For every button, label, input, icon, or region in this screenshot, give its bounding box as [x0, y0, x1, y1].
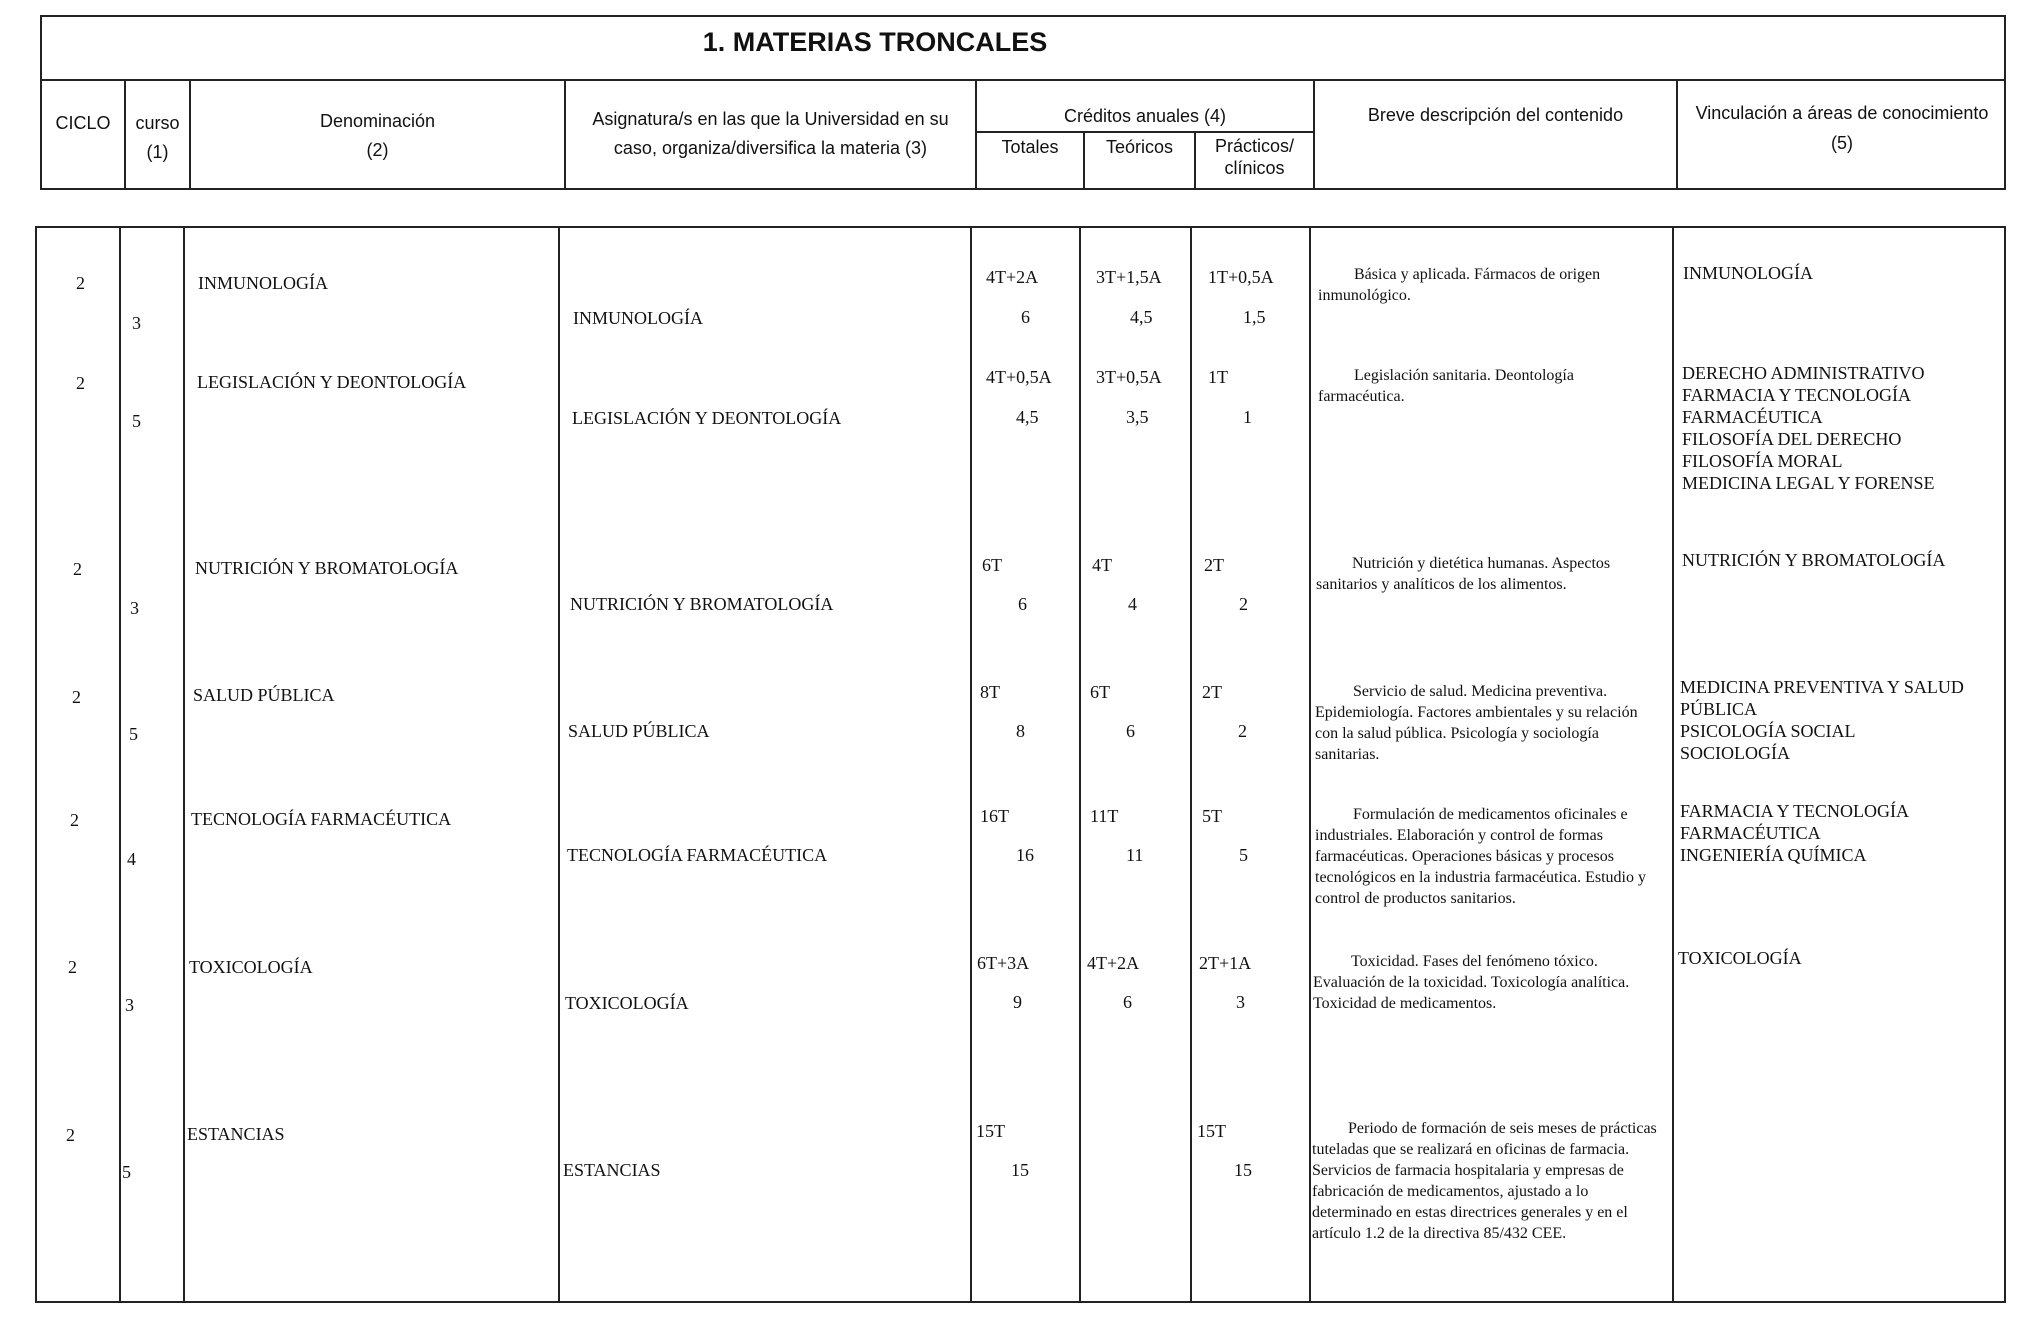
header-descripcion: Breve descripción del contenido [1367, 105, 1624, 125]
header-practicos-line1: Prácticos/ [1214, 136, 1295, 156]
creditos-divider [975, 131, 1313, 133]
header-vinculacion: Vinculación a áreas de conocimiento [1695, 103, 1989, 123]
body-divider [558, 226, 560, 1303]
header-practicos-line2: clínicos [1224, 158, 1285, 178]
row-denominacion: NUTRICIÓN Y BROMATOLOGÍA [195, 558, 459, 578]
body-divider [970, 226, 972, 1303]
row-curso: 3 [132, 313, 141, 333]
row-totales: 6 [1018, 594, 1027, 614]
row-descripcion: Periodo de formación de seis meses de prácticas tuteladas que se realizará en oficinas de farmacia. Servicios de farmacia hospitalaria y empresas de fabricación de medicamentos, ajustado a lo determinado en estas directrices generales y en el artículo 1.2 de la directiva 85/432 CEE. [1312, 1120, 1657, 1242]
header-divider [1313, 79, 1315, 190]
row-ciclo: 2 [72, 687, 81, 707]
row-practicos-code: 1T [1208, 367, 1228, 387]
header-curso: curso [135, 113, 180, 133]
row-denominacion: LEGISLACIÓN Y DEONTOLOGÍA [197, 372, 467, 392]
row-practicos-code: 2T+1A [1199, 953, 1252, 973]
row-denominacion: INMUNOLOGÍA [198, 273, 328, 293]
row-area: NUTRICIÓN Y BROMATOLOGÍA [1682, 550, 1946, 570]
row-asignatura: NUTRICIÓN Y BROMATOLOGÍA [570, 594, 834, 614]
row-totales-code: 4T+0,5A [986, 367, 1052, 387]
header-ciclo: CICLO [55, 113, 111, 133]
row-area: FILOSOFÍA MORAL [1682, 451, 1843, 471]
row-totales-code: 16T [980, 806, 1009, 826]
row-practicos-code: 2T [1202, 682, 1222, 702]
row-practicos-code: 1T+0,5A [1208, 267, 1274, 287]
row-curso: 5 [122, 1162, 131, 1182]
row-area: MEDICINA PREVENTIVA Y SALUD PÚBLICA [1680, 677, 1964, 719]
row-teoricos: 4 [1128, 594, 1137, 614]
row-area: MEDICINA LEGAL Y FORENSE [1682, 473, 1935, 493]
row-curso: 5 [129, 724, 138, 744]
row-asignatura: LEGISLACIÓN Y DEONTOLOGÍA [572, 408, 842, 428]
row-area: FARMACIA Y TECNOLOGÍA FARMACÉUTICA [1680, 801, 1909, 843]
row-denominacion: TECNOLOGÍA FARMACÉUTICA [191, 809, 452, 829]
row-descripcion: Legislación sanitaria. Deontología farmacéutica. [1318, 367, 1574, 405]
row-denominacion: TOXICOLOGÍA [189, 957, 313, 977]
row-teoricos: 4,5 [1130, 307, 1153, 327]
row-teoricos-code: 4T [1092, 555, 1112, 575]
row-area: DERECHO ADMINISTRATIVO [1682, 363, 1925, 383]
row-curso: 4 [127, 849, 136, 869]
row-totales-code: 4T+2A [986, 267, 1039, 287]
header-creditos: Créditos anuales (4) [1063, 106, 1227, 126]
row-descripcion: Básica y aplicada. Fármacos de origen inmunológico. [1318, 266, 1601, 304]
header-divider [189, 79, 191, 190]
row-teoricos: 11 [1126, 845, 1144, 865]
header-divider [564, 79, 566, 190]
row-asignatura: TECNOLOGÍA FARMACÉUTICA [567, 845, 828, 865]
row-totales: 6 [1021, 307, 1030, 327]
header-asignatura-line1: Asignatura/s en las que la Universidad en su [592, 109, 949, 129]
header-vinculacion-note: (5) [1831, 133, 1853, 153]
row-practicos: 3 [1236, 992, 1245, 1012]
row-asignatura: TOXICOLOGÍA [565, 993, 689, 1013]
row-practicos-code: 5T [1202, 806, 1222, 826]
row-area: SOCIOLOGÍA [1680, 743, 1790, 763]
row-totales-code: 6T [982, 555, 1002, 575]
row-teoricos: 6 [1123, 992, 1132, 1012]
row-denominacion: SALUD PÚBLICA [193, 685, 335, 705]
row-teoricos-code: 11T [1090, 806, 1119, 826]
table-title: 1. MATERIAS TRONCALES [702, 27, 1048, 57]
header-asignatura-line2: caso, organiza/diversifica la materia (3) [613, 138, 928, 158]
row-practicos: 5 [1239, 845, 1248, 865]
row-practicos-code: 15T [1197, 1121, 1226, 1141]
row-totales-code: 8T [980, 682, 1000, 702]
row-ciclo: 2 [73, 559, 82, 579]
row-asignatura: ESTANCIAS [563, 1160, 661, 1180]
row-area: INMUNOLOGÍA [1683, 263, 1813, 283]
row-teoricos: 3,5 [1126, 407, 1149, 427]
row-area: FILOSOFÍA DEL DERECHO [1682, 429, 1902, 449]
row-descripcion: Servicio de salud. Medicina preventiva. Epidemiología. Factores ambientales y su relación con la salud pública. Psicología y sociología sanitarias. [1315, 683, 1638, 763]
row-totales: 16 [1016, 845, 1034, 865]
body-divider [119, 226, 121, 1303]
header-denominacion-note: (2) [366, 140, 389, 160]
row-teoricos-code: 4T+2A [1087, 953, 1140, 973]
header-totales: Totales [1001, 137, 1059, 157]
row-practicos: 2 [1238, 721, 1247, 741]
body-divider [1672, 226, 1674, 1303]
row-descripcion: Nutrición y dietética humanas. Aspectos sanitarios y analíticos de los alimentos. [1316, 555, 1611, 593]
body-divider [1079, 226, 1081, 1303]
row-asignatura: INMUNOLOGÍA [573, 308, 703, 328]
body-divider [1190, 226, 1192, 1303]
row-area: TOXICOLOGÍA [1678, 948, 1802, 968]
row-totales-code: 15T [976, 1121, 1005, 1141]
body-divider [1309, 226, 1311, 1303]
row-curso: 5 [132, 411, 141, 431]
row-practicos-code: 2T [1204, 555, 1224, 575]
row-ciclo: 2 [70, 810, 79, 830]
header-denominacion: Denominación [319, 111, 436, 131]
row-area: INGENIERÍA QUÍMICA [1680, 845, 1867, 865]
row-teoricos-code: 6T [1090, 682, 1110, 702]
row-totales-code: 6T+3A [977, 953, 1030, 973]
row-teoricos: 6 [1126, 721, 1135, 741]
row-practicos: 1,5 [1243, 307, 1266, 327]
row-practicos: 1 [1243, 407, 1252, 427]
row-totales: 4,5 [1016, 407, 1039, 427]
row-totales: 8 [1016, 721, 1025, 741]
title-divider [40, 79, 2006, 81]
row-ciclo: 2 [76, 373, 85, 393]
row-area: FARMACIA Y TECNOLOGÍA FARMACÉUTICA [1682, 385, 1911, 427]
header-teoricos: Teóricos [1105, 137, 1174, 157]
header-curso-note: (1) [146, 142, 169, 162]
row-curso: 3 [125, 995, 134, 1015]
row-totales: 15 [1011, 1160, 1029, 1180]
row-practicos: 15 [1234, 1160, 1252, 1180]
row-teoricos-code: 3T+1,5A [1096, 267, 1162, 287]
row-asignatura: SALUD PÚBLICA [568, 721, 710, 741]
row-descripcion: Toxicidad. Fases del fenómeno tóxico. Evaluación de la toxicidad. Toxicología analítica. Toxicidad de medicamentos. [1313, 953, 1630, 1012]
row-ciclo: 2 [66, 1125, 75, 1145]
row-descripcion: Formulación de medicamentos oficinales e industriales. Elaboración y control de formas farmacéuticas. Operaciones básicas y procesos tecnológicos en la industria farmacéutica. Estudio y control de productos sanitarios. [1315, 806, 1646, 907]
row-totales: 9 [1013, 992, 1022, 1012]
row-area: PSICOLOGÍA SOCIAL [1680, 721, 1856, 741]
row-ciclo: 2 [76, 273, 85, 293]
row-practicos: 2 [1239, 594, 1248, 614]
row-denominacion: ESTANCIAS [187, 1124, 285, 1144]
body-divider [183, 226, 185, 1303]
row-teoricos-code: 3T+0,5A [1096, 367, 1162, 387]
row-curso: 3 [130, 598, 139, 618]
row-ciclo: 2 [68, 957, 77, 977]
